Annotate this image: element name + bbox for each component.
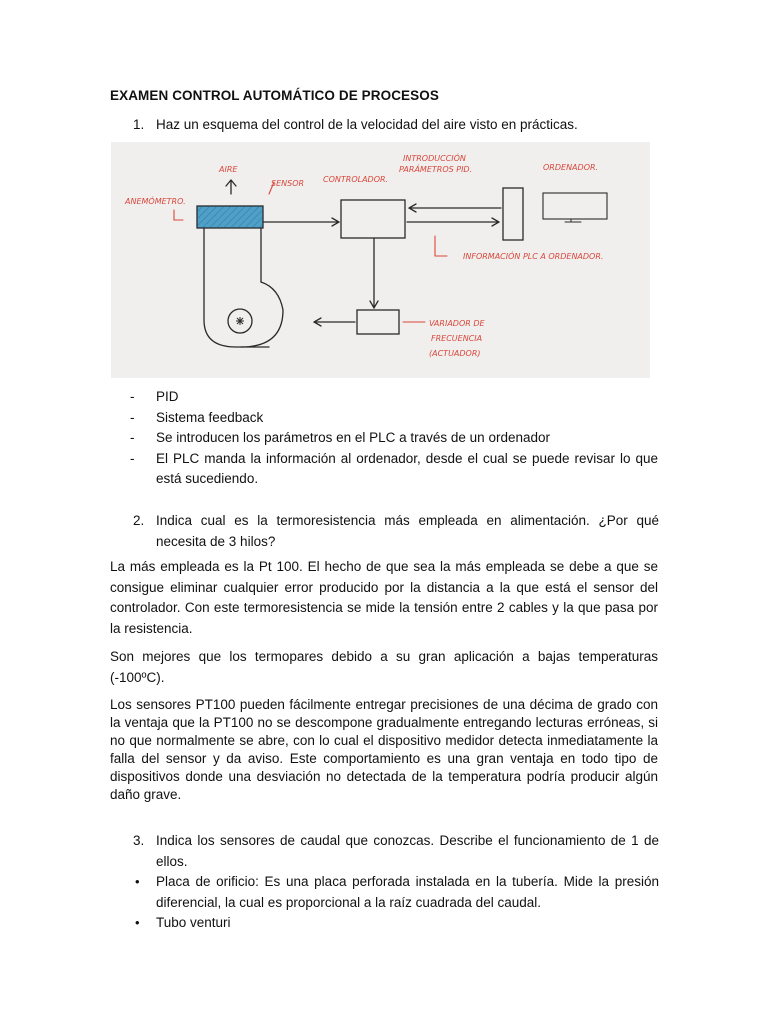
- list-item: - El PLC manda la información al ordenador, desde el cual se puede revisar lo que está sucediendo.: [130, 450, 658, 487]
- anemometer-pointer: [174, 210, 183, 220]
- variator-label-2: FRECUENCIA: [431, 334, 483, 343]
- plc-box: [503, 188, 523, 240]
- fan-blades: [236, 317, 244, 325]
- question-3: [133, 830, 659, 872]
- info-pointer: [435, 236, 447, 256]
- pid-intro-label-1: INTRODUCCIÓN: [403, 154, 466, 163]
- controller-to-plc-arrow: [407, 218, 499, 226]
- question-1-number: 1.: [133, 117, 145, 132]
- plc-to-controller-arrow: [409, 204, 501, 212]
- question-3-text: Indica los sensores de caudal que conozcas. Describe el funcionamiento de 1 de ellos.: [156, 833, 659, 869]
- question-1: [133, 114, 659, 135]
- variator-label-1: VARIADOR DE: [429, 319, 485, 328]
- list-item: - Sistema feedback: [130, 408, 658, 429]
- sensor-label: SENSOR: [271, 179, 305, 188]
- computer-label: ORDENADOR.: [543, 163, 599, 172]
- dash-mark: -: [130, 430, 135, 446]
- variator-box: [357, 310, 399, 334]
- bullet-mark: •: [135, 915, 140, 930]
- pid-intro-label-2: PARÁMETROS PID.: [399, 165, 473, 174]
- question-3-number: 3.: [133, 833, 145, 848]
- flow-sensor-list: [133, 872, 659, 934]
- computer-monitor: [543, 193, 607, 219]
- bullet-mark: •: [135, 874, 140, 889]
- question-2-number: 2.: [133, 513, 145, 528]
- duct-left-wall: [204, 210, 269, 347]
- dash-mark: -: [130, 450, 135, 466]
- variator-to-fan-arrow: [314, 318, 355, 326]
- dash-list: [130, 387, 658, 490]
- question-2: [133, 510, 659, 552]
- paragraph-thermocouples: Son mejores que los termopares debido a su gran aplicación a bajas temperaturas (-100ºC).: [110, 649, 658, 685]
- question-2-text: Indica cual es la termoresistencia más empleada en alimentación. ¿Por qué necesita de 3 hilos?: [156, 513, 659, 549]
- list-item: • Tubo venturi: [133, 913, 659, 934]
- aire-label: AIRE: [219, 165, 238, 174]
- exam-title: EXAMEN CONTROL AUTOMÁTICO DE PROCESOS: [110, 88, 439, 103]
- question-1-text: Haz un esquema del control de la velocidad del aire visto en prácticas.: [156, 117, 578, 132]
- plc-info-label: INFORMACIÓN PLC A ORDENADOR.: [463, 252, 604, 261]
- list-item: - PID: [130, 387, 658, 408]
- paragraph-pt100: La más empleada es la Pt 100. El hecho de que sea la más empleada se debe a que se consigue eliminar cualquier error producido por la distancia a la que está el sensor del controlador. Con este termoresistencia se mide la tensión entre 2 cables y la que pasa por la resistencia.: [110, 559, 658, 636]
- anemometer-label: ANEMÓMETRO.: [125, 197, 186, 206]
- dash-mark: -: [130, 409, 135, 425]
- paragraph-pt100-advantages: Los sensores PT100 pueden fácilmente entregar precisiones de una décima de grado con la ventaja que la PT100 no se descompone gradualmente entregando lecturas erróneas, si no que normalmente se abre, con lo cual el dispositivo medidor detecta inmediatamente la falla del sensor y da aviso. Este comportamiento es una gran ventaja en todo tipo de dispositivos donde una desviación no detectada de la temperatura podría producir algún daño grave.: [110, 697, 658, 802]
- dash-mark: -: [130, 389, 135, 404]
- controller-to-variator-arrow: [370, 238, 378, 308]
- controller-label: CONTROLADOR.: [323, 175, 389, 184]
- list-item: • Placa de orificio: Es una placa perforada instalada en la tubería. Mide la presión diferencial, la cual es proporcional a la raíz cuadrada del caudal.: [135, 874, 659, 910]
- variator-label-3: (ACTUADOR): [429, 349, 481, 358]
- fan-housing: [241, 282, 283, 347]
- air-arrow: [226, 180, 236, 194]
- list-item: - Se introducen los parámetros en el PLC a través de un ordenador: [130, 428, 658, 449]
- air-speed-control-diagram: [111, 142, 650, 378]
- sensor-to-controller-arrow: [263, 218, 339, 226]
- controller-box: [341, 200, 405, 238]
